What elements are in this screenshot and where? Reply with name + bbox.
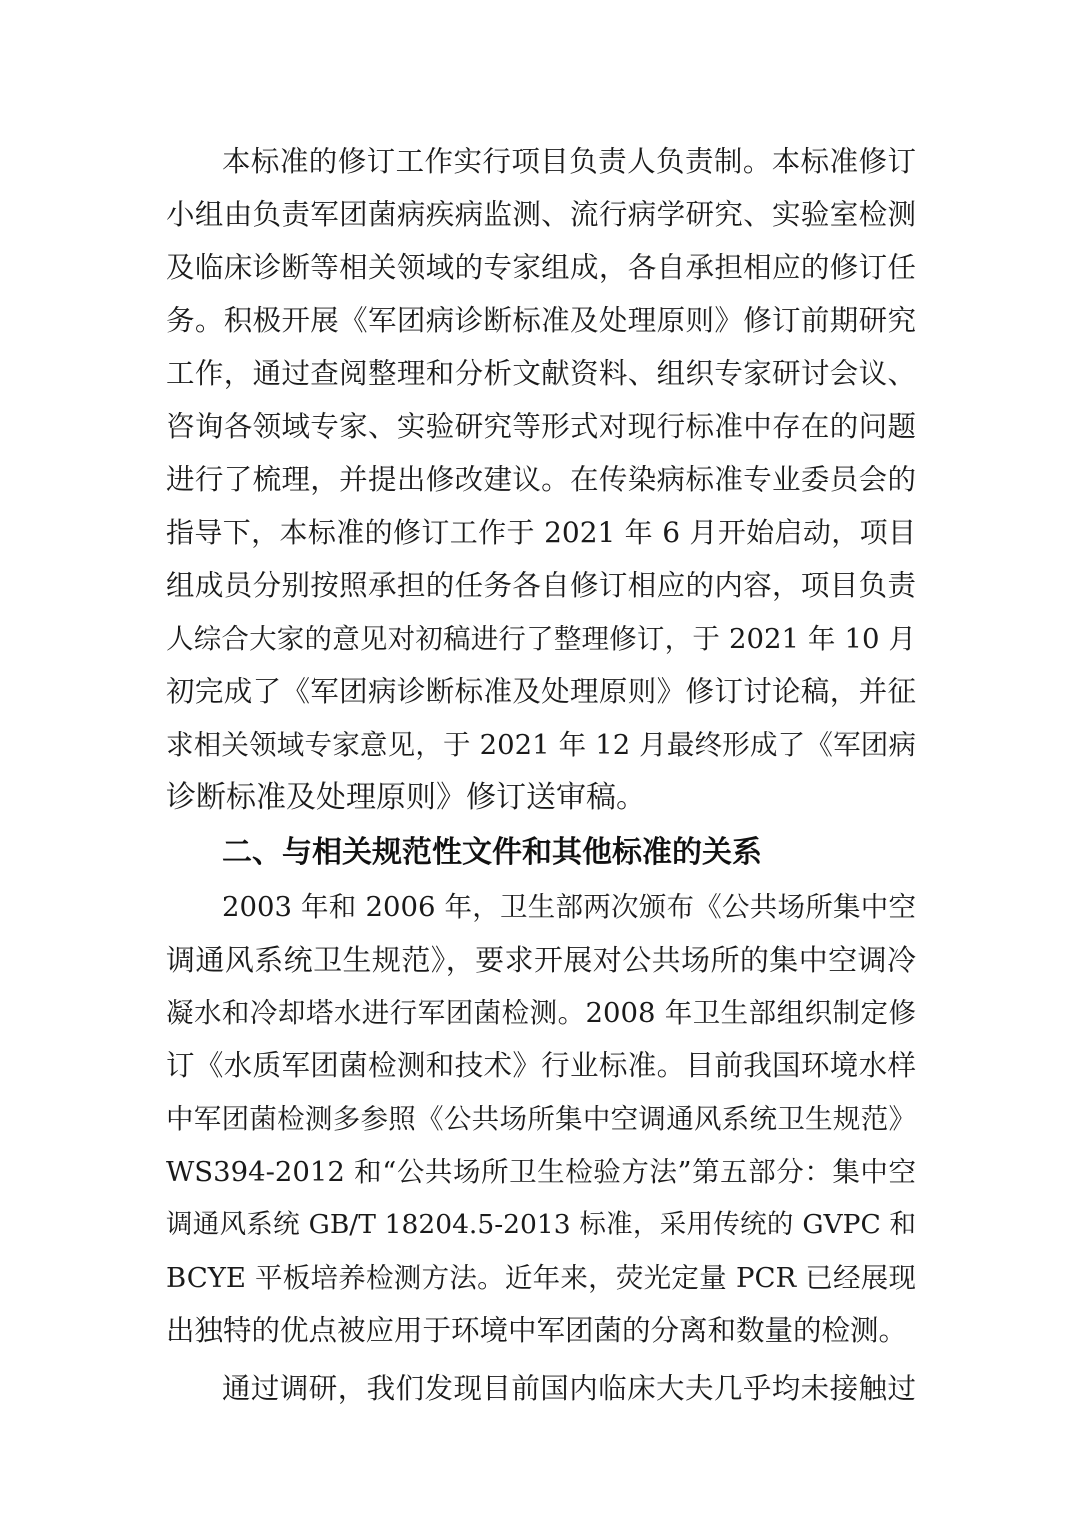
paragraph-2-line-2: 调通风系统卫生规范》，要求开展对公共场所的集中空调冷 bbox=[166, 943, 916, 977]
paragraph-2-line-3: 凝水和冷却塔水进行军团菌检测。2008 年卫生部组织制定修 bbox=[166, 997, 916, 1029]
paragraph-1-line-1: 本标准的修订工作实行项目负责人负责制。本标准修订 bbox=[222, 145, 916, 178]
paragraph-1-line-4: 务。积极开展《军团病诊断标准及处理原则》修订前期研究 bbox=[166, 304, 916, 337]
paragraph-1-line-10: 人综合大家的意见对初稿进行了整理修订，于 2021 年 10 月 bbox=[166, 623, 916, 655]
paragraph-1-line-12: 求相关领域专家意见，于 2021 年 12 月最终形成了《军团病 bbox=[166, 729, 916, 761]
paragraph-1-line-5: 工作，通过查阅整理和分析文献资料、组织专家研讨会议、 bbox=[166, 357, 916, 390]
section-heading: 二、与相关规范性文件和其他标准的关系 bbox=[222, 835, 762, 870]
paragraph-1-line-13: 诊断标准及处理原则》修订送审稿。 bbox=[166, 780, 646, 815]
paragraph-2-line-4: 订《水质军团菌检测和技术》行业标准。目前我国环境水样 bbox=[166, 1049, 916, 1082]
paragraph-2-line-9: 出独特的优点被应用于环境中军团菌的分离和数量的检测。 bbox=[166, 1314, 908, 1347]
paragraph-1-line-6: 咨询各领域专家、实验研究等形式对现行标准中存在的问题 bbox=[166, 410, 916, 443]
paragraph-1-line-9: 组成员分别按照承担的任务各自修订相应的内容，项目负责 bbox=[166, 569, 916, 602]
paragraph-1-line-7: 进行了梳理，并提出修改建议。在传染病标准专业委员会的 bbox=[166, 463, 916, 496]
paragraph-1-line-3: 及临床诊断等相关领域的专家组成，各自承担相应的修订任 bbox=[166, 251, 916, 284]
paragraph-1-line-2: 小组由负责军团菌病疾病监测、流行病学研究、实验室检测 bbox=[166, 198, 916, 231]
paragraph-2-line-5: 中军团菌检测多参照《公共场所集中空调通风系统卫生规范》 bbox=[166, 1103, 916, 1135]
paragraph-2-line-8: BCYE 平板培养检测方法。近年来，荧光定量 PCR 已经展现 bbox=[166, 1262, 916, 1294]
paragraph-3-line-1: 通过调研，我们发现目前国内临床大夫几乎均未接触过 bbox=[222, 1372, 916, 1405]
paragraph-2-line-1: 2003 年和 2006 年，卫生部两次颁布《公共场所集中空 bbox=[222, 891, 916, 923]
paragraph-2-line-7: 调通风系统 GB/T 18204.5-2013 标准，采用传统的 GVPC 和 bbox=[166, 1209, 916, 1240]
paragraph-1-line-11: 初完成了《军团病诊断标准及处理原则》修订讨论稿，并征 bbox=[166, 675, 916, 708]
paragraph-2-line-6: WS394-2012 和“公共场所卫生检验方法”第五部分：集中空 bbox=[166, 1156, 916, 1188]
paragraph-1-line-8: 指导下，本标准的修订工作于 2021 年 6 月开始启动，项目 bbox=[166, 516, 916, 549]
